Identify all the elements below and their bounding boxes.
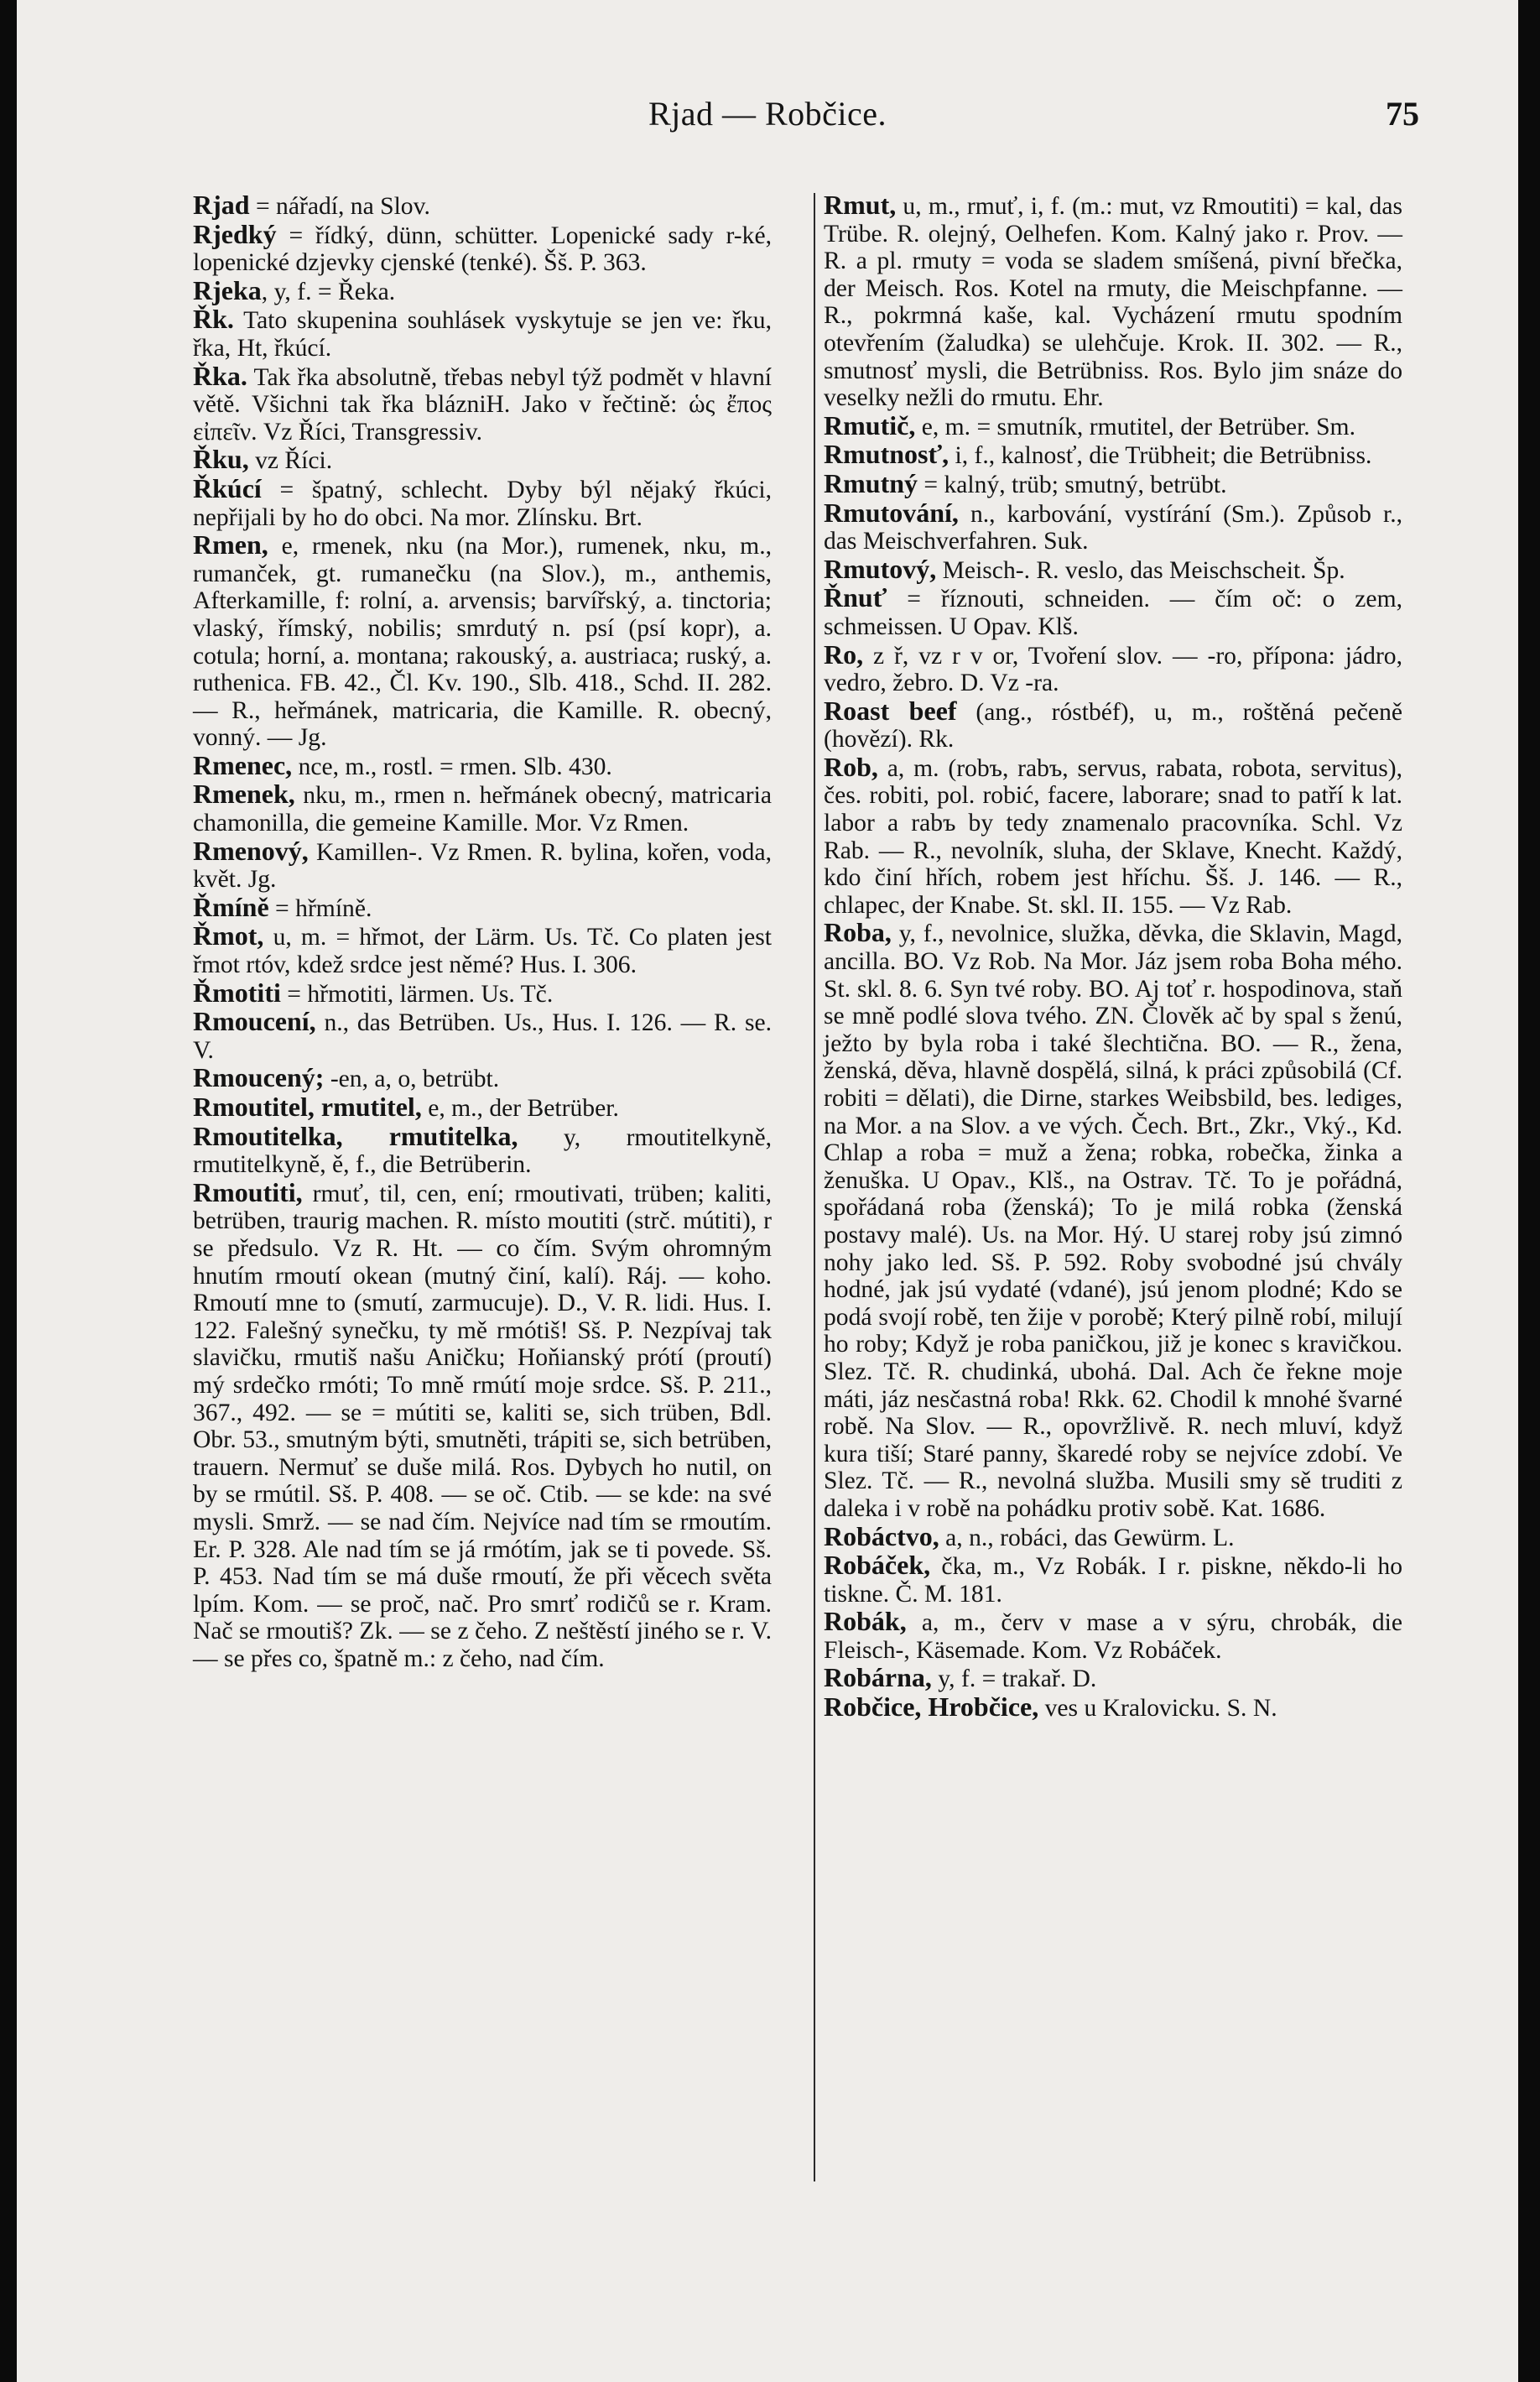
dictionary-entry xyxy=(193,531,772,752)
entry-headword: Rmutný xyxy=(824,467,918,498)
entry-headword: Rmoutitelka, rmutitelka, xyxy=(193,1120,518,1151)
dictionary-entry xyxy=(193,1120,772,1179)
entry-definition: = kalný, trüb; smutný, betrübt. xyxy=(918,471,1227,498)
entry-headword: Robák, xyxy=(824,1606,907,1637)
dictionary-entry xyxy=(193,780,772,837)
entry-headword: Robčice, Hrobčice, xyxy=(824,1691,1039,1723)
dictionary-entry xyxy=(824,753,1402,920)
entry-definition: e, m., der Betrüber. xyxy=(421,1095,619,1122)
entry-headword: Rmut, xyxy=(824,190,897,220)
entry-headword: Robáctvo, xyxy=(824,1520,939,1551)
entry-headword: Rmen, xyxy=(193,529,268,560)
entry-definition: a, m., červ v mase a v sýru, chrobák, die Fleisch-, Käsemade. Kom. Vz Robáček. xyxy=(824,1609,1402,1664)
dictionary-entry xyxy=(193,1093,772,1123)
entry-headword: Ro, xyxy=(824,639,864,670)
entry-definition: a, n., robáci, das Gewürm. L. xyxy=(939,1524,1235,1551)
entry-definition: u, m. = hřmot, der Lärm. Us. Tč. Co platen jest řmot rtóv, kdež srdce jest němé? Hus. I. 306. xyxy=(193,924,772,979)
entry-definition: nku, m., rmen n. heřmánek obecný, matricaria chamonilla, die gemeine Kamille. Mor. Vz Rmen. xyxy=(193,782,772,837)
dictionary-entry xyxy=(824,641,1402,697)
entry-headword: Rmutování, xyxy=(824,497,959,528)
entry-headword: Řkúcí xyxy=(193,472,262,503)
entry-definition: Tak řka absolutně, třebas nebyl týž podmět v hlavní větě. Všichni tak řka blázniH. Jako v řečtině: ὡς ἔπος εἰπεῖν. Vz Říci, Transgressiv. xyxy=(193,363,772,446)
entry-headword: Rob, xyxy=(824,751,878,782)
dictionary-entry xyxy=(193,891,772,923)
entry-headword: Rjedký xyxy=(193,218,277,249)
entry-headword: Rmoucení, xyxy=(193,1006,316,1037)
column-rule xyxy=(814,193,815,2181)
entry-definition: (ang., róstbéf), u, m., roštěná pečeně (hovězí). Rk. xyxy=(824,698,1403,753)
dictionary-entry xyxy=(824,1551,1402,1608)
entry-definition: = nářadí, na Slov. xyxy=(249,193,430,220)
entry-headword: Roast beef xyxy=(824,695,957,726)
right-column xyxy=(824,191,1402,1723)
entry-headword: Řku, xyxy=(193,444,249,475)
entry-definition: n., karbování, vystírání (Sm.). Způsob r., das Meischverfahren. Suk. xyxy=(824,500,1402,555)
dictionary-entry xyxy=(824,1520,1402,1552)
entry-definition: a, m. (robъ, rabъ, servus, rabata, robota, servitus), čes. robiti, pol. robić, facere, laborare; snad to patří k lat. labor a rabъ by tedy znamenalo pracovníka. Schl. Vz Rab. — R., nevolník, sluha, der Sklave, Knecht. Každý, kdo činí hřích, robem jest hříchu. Šš. J. 146. — R., chlapec, der Knabe. St. skl. II. 155. — Vz Rab. xyxy=(824,754,1402,919)
entry-headword: Rmoutiti, xyxy=(193,1176,303,1207)
dictionary-entry xyxy=(193,362,772,446)
entry-headword: Robárna, xyxy=(824,1662,932,1693)
dictionary-entry xyxy=(193,218,772,277)
dictionary-entry xyxy=(824,919,1402,1522)
entry-headword: Rmenek, xyxy=(193,779,295,810)
entry-definition: y, f. = trakař. D. xyxy=(931,1665,1097,1693)
entry-headword: Řmíně xyxy=(193,891,269,922)
dictionary-entry xyxy=(824,697,1402,753)
dictionary-entry xyxy=(193,446,772,475)
entry-definition: vz Říci. xyxy=(248,447,333,475)
dictionary-entry xyxy=(193,305,772,362)
entry-definition: y, rmoutitelkyně, rmutitelkyně, ě, f., die Betrüberin. xyxy=(193,1123,772,1179)
dictionary-entry xyxy=(824,191,1402,412)
dictionary-entry xyxy=(824,499,1402,555)
entry-definition: y, f., nevolnice, služka, děvka, die Sklavin, Magd, ancilla. BO. Vz Rob. Na Mor. Jáz jsem roba Boha mého. St. skl. 8. 6. Syn tvé roby. BO. Aj toť r. hospodinova, staň se mně podlé slova tvého. ZN. Člověk ač by spal s ženú, ježto by byla roba i také šlechtična. BO. — R., žena, ženská, děva, hlavně dospělá, silná, k práci způsobilá (Cf. robiti = dělati), die Dirne, starkes Weibsbild, bes. lediges, na Mor. a na Slov. a ve vých. Čech. Brt., Zkr., Vký., Kd. Chlap a roba = muž a žena; robka, robečka, žinka a ženuška. U Opav., Klš., na Ostrav. Tč. To je pořádná, spořádaná roba (ženská); To je milá robka (ženská postavy malé). Us. na Mor. Hý. U starej roby jsú zimnó nohy jako led. Sš. P. 592. Roby svobodné jsú chvály hodné, jak jsú vydaté (vdané), jsú jenom plodné; Kdo se podá svojí robě, ten žije v porobě; Který pilně robí, milují ho roby; Když je roba paničkou, již je konec s kravičkou. Slez. Tč. R. chudinká, ubohá. Dal. Ach če řekne moje máti, jáz nesčastná roba! Rkk. 62. Chodil k mnohé švarné robě. Na Slov. — R., opovržlivě. R. nech mluví, když kura tiší; Staré panny, škaredé roby se nejvíce zdobí. Ve Slez. Tč. — R., nevolná služba. Musili smy sě truditi z daleka i v robě na pohádku protiv sobě. Kat. 1686. xyxy=(824,920,1402,1522)
dictionary-entry xyxy=(824,1664,1402,1693)
entry-headword: Rmoucený; xyxy=(193,1062,325,1093)
dictionary-entry xyxy=(824,555,1402,585)
page-header xyxy=(17,94,1518,144)
entry-definition: = špatný, schlecht. Dyby býl nějaký řkúci, nepřijali by ho do obci. Na mor. Zlínsku. Brt. xyxy=(193,476,772,531)
dictionary-entry xyxy=(193,274,772,306)
entry-headword: Rjad xyxy=(193,190,250,220)
entry-definition: -en, a, o, betrübt. xyxy=(324,1066,500,1093)
entry-definition: nce, m., rostl. = rmen. Slb. 430. xyxy=(292,753,612,780)
entry-definition: = říznouti, schneiden. — čím oč: o zem, schmeissen. U Opav. Klš. xyxy=(824,586,1402,640)
entry-definition: rmuť, til, cen, ení; rmoutivati, trüben; kaliti, betrüben, traurig machen. R. místo moutiti (strč. mútiti), r se předsulo. Vz R. Ht. — co čím. Svým ohromným hnutím rmoutí okean (mutný činí, kalí). Ráj. — koho. Rmoutí mne to (smutí, zarmucuje). D., V. R. lidi. Hus. I. 122. Falešný synečku, ty mě rmótiš! Sš. P. Nezpívaj tak slavičku, rmutiš našu Aničku; Hoňianský prótí (proutí) mý srdečko rmóti; To mně rmútí moje srdce. Sš. P. 211., 367., 492. — se = mútiti se, kaliti se, sich trüben, Bdl. Obr. 53., smutným býti, smutněti, trápiti se, sich betrüben, trauern. Nermuť se duše milá. Ros. Dybych ho nutil, on by se rmútil. Sš. P. 408. — se oč. Ctib. — se kde: na své mysli. Smrž. — se nad čím. Nejvíce nad tím se rmoutím. Er. P. 328. Ale nad tím se já rmótím, jak se ti povede. Sš. P. 453. Nad tím se má duše rmoutí, že při věcech světa lpím. Kom. — se proč, nač. Pro smrť rodičů se r. Kram. Nač se rmoutiš? Zk. — se z čeho. Z neštěstí jiného se r. V. — se přes co, špatně m.: z čeho, nad čím. xyxy=(193,1180,772,1672)
entry-headword: Rmenový, xyxy=(193,835,309,866)
page-number: 75 xyxy=(1386,95,1419,133)
entry-definition: Meisch-. R. veslo, das Meischscheit. Šp. xyxy=(936,556,1345,584)
entry-headword: Rmutnosť, xyxy=(824,439,949,470)
dictionary-entry xyxy=(193,1064,772,1093)
dictionary-entry xyxy=(193,191,772,221)
entry-headword: Řmotiti xyxy=(193,977,281,1008)
dictionary-entry xyxy=(824,440,1402,470)
dictionary-entry xyxy=(193,979,772,1009)
entry-headword: Řnuť xyxy=(824,582,887,613)
entry-definition: Kamillen-. Vz Rmen. R. bylina, kořen, voda, květ. Jg. xyxy=(193,838,772,894)
entry-definition: i, f., kalnosť, die Trübheit; die Betrübniss. xyxy=(949,442,1372,470)
dictionary-entry xyxy=(824,584,1402,640)
dictionary-entry xyxy=(193,1176,772,1673)
entry-headword: Řka. xyxy=(193,360,247,391)
entry-definition: = hřmíně. xyxy=(268,894,372,922)
dictionary-entry xyxy=(193,749,772,781)
entry-headword: Roba, xyxy=(824,917,892,948)
entry-headword: Rjeka xyxy=(193,274,262,305)
dictionary-entry xyxy=(193,922,772,978)
dictionary-page xyxy=(17,0,1518,2382)
entry-definition: , y, f. = Řeka. xyxy=(261,278,396,305)
entry-headword: Rmenec, xyxy=(193,749,293,780)
entry-definition: Tato skupenina souhlásek vyskytuje se jen ve: řku, řka, Ht, řkúcí. xyxy=(193,307,772,362)
dictionary-entry xyxy=(193,837,772,894)
entry-definition: u, m., rmuť, i, f. (m.: mut, vz Rmoutiti) = kal, das Trübe. R. olejný, Oelhefen. Kom. Kalný jako r. Prov. — R. a pl. rmuty = voda se sladem smíšená, pivní břečka, der Meisch. Ros. Kotel na rmuty, die Meischpfanne. — R., pokrmná kaše, kal. Vycházení rmutu spodním otevřením (žaludka) se ulehčuje. Krok. II. 302. — R., smutnosť mysli, die Betrübniss. Ros. Bylo jim snáze do veselky nežli do rmutu. Ehr. xyxy=(824,193,1402,412)
running-title: Rjad — Robčice. xyxy=(648,95,887,133)
dictionary-entry xyxy=(193,1008,772,1064)
entry-definition: e, m. = smutník, rmutitel, der Betrüber. Sm. xyxy=(915,413,1355,440)
entry-definition: ves u Kralovicku. S. N. xyxy=(1038,1695,1277,1723)
entry-definition: n., das Betrüben. Us., Hus. I. 126. — R. se. V. xyxy=(193,1009,772,1064)
entry-definition: čka, m., Vz Robák. I r. piskne, někdo-li ho tiskne. Č. M. 181. xyxy=(824,1553,1402,1608)
entry-definition: = hřmotiti, lärmen. Us. Tč. xyxy=(280,980,554,1008)
dictionary-entry xyxy=(824,1693,1402,1723)
dictionary-entry xyxy=(824,467,1402,499)
entry-definition: e, rmenek, nku (na Mor.), rumenek, nku, m., rumanček, gt. rumanečku (na Slov.), m., anthemis, Afterkamille, f: rolní, a. arvensis; barvířský, a. tinctoria; vlaský, římský, nobilis; smrdutý n. psí (psí kopr), a. cotula; horní, a. montana; rakouský, a. austriaca; ruský, a. ruthenica. FB. 42., Čl. Kv. 190., Slb. 418., Schd. II. 282. — R., heřmánek, matricaria, die Kamille. R. obecný, vonný. — Jg. xyxy=(193,533,772,752)
entry-headword: Rmutič, xyxy=(824,409,916,440)
entry-headword: Rmoutitel, rmutitel, xyxy=(193,1092,422,1122)
entry-headword: Rmutový, xyxy=(824,553,937,584)
dictionary-entry xyxy=(824,409,1402,441)
entry-definition: = řídký, dünn, schütter. Lopenické sady r-ké, lopenické dzjevky cjenské (tenké). Šš. P. 363. xyxy=(193,222,772,277)
entry-headword: Robáček, xyxy=(824,1550,931,1581)
entry-headword: Řmot, xyxy=(193,920,264,951)
left-column xyxy=(193,191,772,1672)
dictionary-entry xyxy=(193,472,772,531)
entry-headword: Řk. xyxy=(193,304,234,335)
entry-definition: z ř, vz r v or, Tvoření slov. — -ro, přípona: jádro, vedro, žebro. D. Vz -ra. xyxy=(824,642,1402,697)
dictionary-entry xyxy=(824,1608,1402,1664)
